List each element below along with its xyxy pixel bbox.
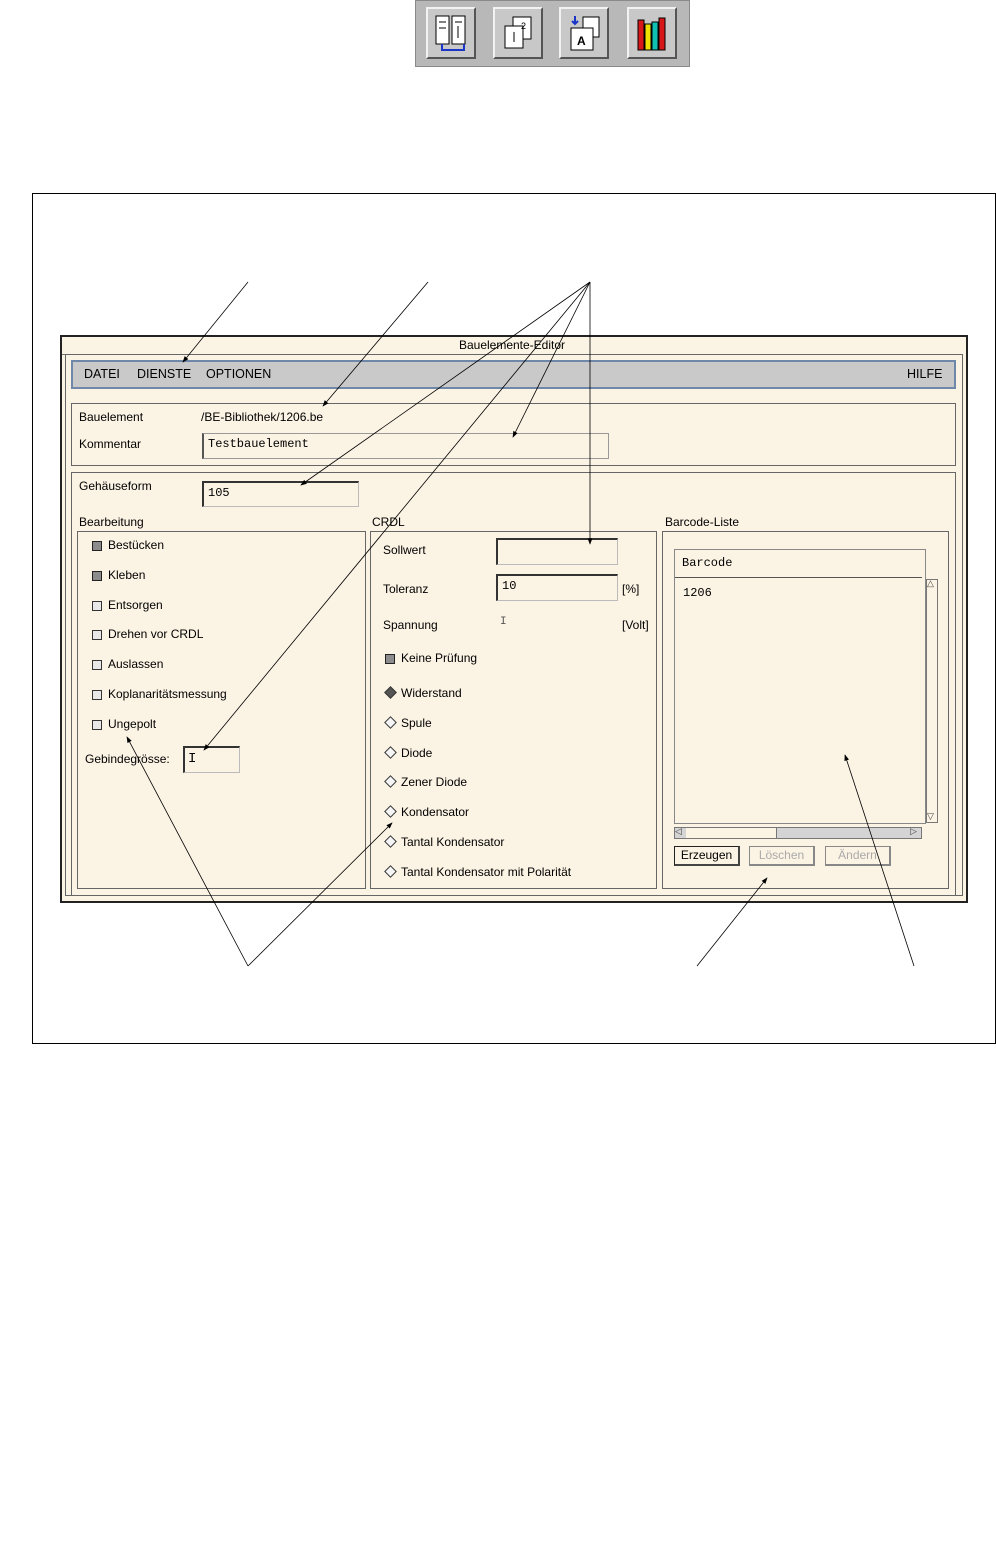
bearbeitung-option-label: Drehen vor CRDL xyxy=(108,627,204,642)
spannung-label: Spannung xyxy=(383,618,438,632)
sollwert-input[interactable] xyxy=(496,538,618,565)
bearbeitung-checkbox[interactable] xyxy=(92,720,102,730)
menubar xyxy=(71,360,956,389)
header-divider xyxy=(675,577,922,578)
bearbeitung-checkbox[interactable] xyxy=(92,630,102,640)
bearbeitung-checkbox[interactable] xyxy=(92,601,102,611)
text-cursor-icon: I xyxy=(188,751,197,767)
toolbar-button-3[interactable] xyxy=(559,7,609,59)
crdl-radio-label: Zener Diode xyxy=(401,775,468,790)
crdl-radio-label: Spule xyxy=(401,715,432,730)
gehaeuse-label: Gehäuseform xyxy=(79,479,152,493)
vertical-scrollbar[interactable] xyxy=(926,579,938,823)
menu-dienste[interactable]: DIENSTE xyxy=(137,367,192,381)
library-books-icon xyxy=(635,14,671,54)
svg-text:2: 2 xyxy=(521,21,527,31)
erzeugen-button[interactable]: Erzeugen xyxy=(674,846,740,866)
menu-hilfe[interactable]: HILFE xyxy=(907,367,943,381)
bearbeitung-label: Bearbeitung xyxy=(79,515,144,529)
bauelement-label: Bauelement xyxy=(79,410,144,424)
svg-text:A: A xyxy=(577,34,586,48)
crdl-radio-label: Kondensator xyxy=(401,805,470,820)
scrollbar-thumb[interactable] xyxy=(686,828,777,838)
bearbeitung-option-label: Kleben xyxy=(108,567,146,582)
barcode-list-item[interactable]: 1206 xyxy=(683,586,712,600)
kommentar-input[interactable]: Testbauelement xyxy=(202,433,609,459)
crdl-label: CRDL xyxy=(372,515,405,529)
bearbeitung-option-label: Bestücken xyxy=(108,538,165,552)
bearbeitung-option-label: Entsorgen xyxy=(108,597,163,612)
bearbeitung-checkbox[interactable] xyxy=(92,541,102,551)
aendern-button[interactable]: Ändern xyxy=(825,846,891,866)
scroll-left-icon[interactable]: ◁ xyxy=(675,826,682,836)
bearbeitung-option-label: Ungepolt xyxy=(108,716,157,731)
window-title: Bauelemente-Editor xyxy=(62,337,962,355)
bauelement-path: /BE-Bibliothek/1206.be xyxy=(201,410,324,424)
toolbar-button-2[interactable] xyxy=(493,7,543,59)
keine-pruefung-label: Keine Prüfung xyxy=(401,651,478,665)
crdl-radio-label: Tantal Kondensator mit Polarität xyxy=(401,864,572,879)
toolbar-button-1[interactable] xyxy=(426,7,476,59)
kommentar-label: Kommentar xyxy=(79,437,142,451)
spannung-field[interactable]: I xyxy=(500,616,507,628)
gehaeuse-input[interactable]: 105 xyxy=(202,481,359,507)
toleranz-label: Toleranz xyxy=(383,582,429,596)
crdl-radio-label: Diode xyxy=(401,745,433,760)
scroll-down-icon[interactable]: ▽ xyxy=(927,811,934,821)
barcode-column-header: Barcode xyxy=(682,556,733,570)
menu-optionen[interactable]: OPTIONEN xyxy=(206,367,272,381)
crdl-radio-label: Widerstand xyxy=(401,686,462,700)
barcode-liste-label: Barcode-Liste xyxy=(665,515,740,529)
menu-datei[interactable]: DATEI xyxy=(84,367,120,381)
crdl-radio-label: Tantal Kondensator xyxy=(401,835,505,849)
toolbar xyxy=(415,0,690,67)
bearbeitung-option-label: Koplanaritätsmessung xyxy=(108,687,227,701)
text-import-icon xyxy=(567,14,603,54)
bearbeitung-checkbox[interactable] xyxy=(92,690,102,700)
loeschen-button[interactable]: Löschen xyxy=(749,846,815,866)
scroll-right-icon[interactable]: ▷ xyxy=(910,826,917,836)
bearbeitung-checkbox[interactable] xyxy=(92,660,102,670)
toleranz-unit: [%] xyxy=(622,582,640,596)
bearbeitung-option-label: Auslassen xyxy=(108,657,164,672)
bearbeitung-group xyxy=(77,531,366,889)
toolbar-button-4[interactable] xyxy=(627,7,677,59)
toleranz-input[interactable]: 10 xyxy=(496,574,618,601)
schematic-transfer-icon xyxy=(434,14,470,54)
gebinde-label: Gebindegrösse: xyxy=(85,752,170,766)
bearbeitung-checkbox[interactable] xyxy=(92,571,102,581)
scroll-up-icon[interactable]: △ xyxy=(927,578,934,588)
spannung-unit: [Volt] xyxy=(622,618,649,632)
sollwert-label: Sollwert xyxy=(383,543,426,557)
page-copy-icon xyxy=(501,14,537,54)
keine-pruefung-checkbox[interactable] xyxy=(385,654,395,664)
